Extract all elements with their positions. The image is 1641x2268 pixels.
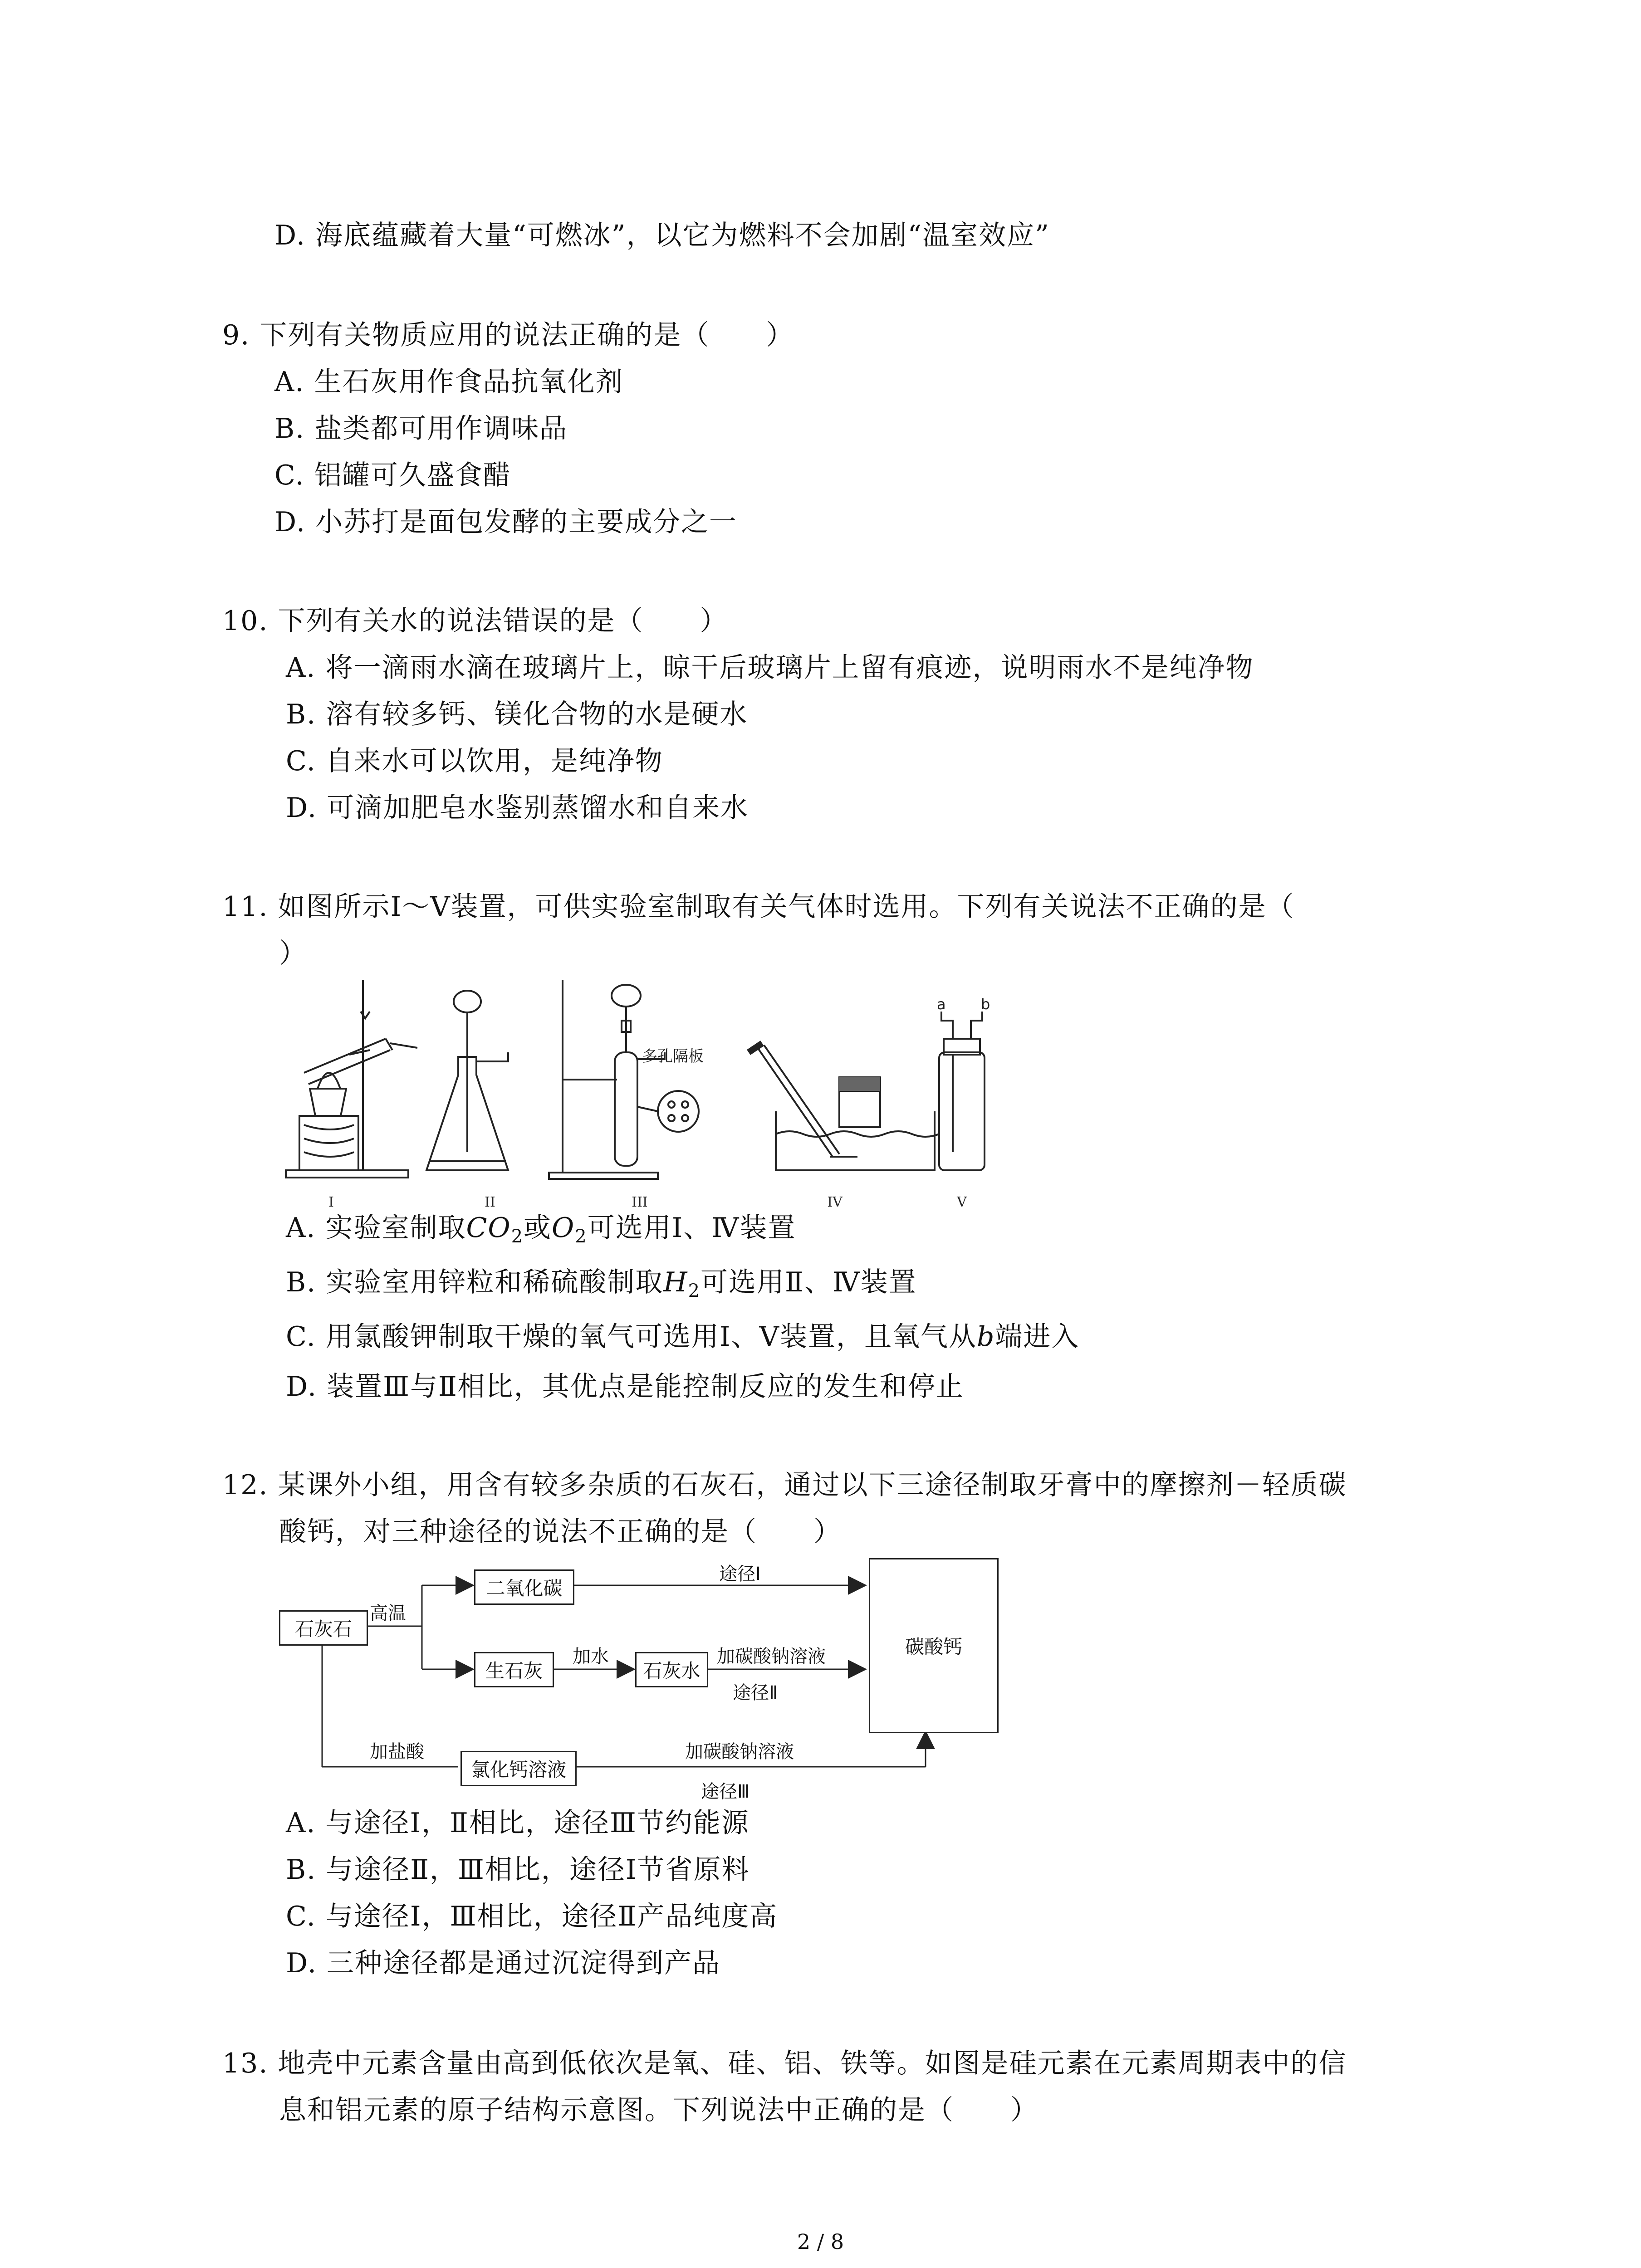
q10-option-a: A. 将一滴雨水滴在玻璃片上，晾干后玻璃片上留有痕迹，说明雨水不是纯净物 — [286, 652, 1254, 684]
q12-option-d: D. 三种途径都是通过沉淀得到产品 — [286, 1947, 721, 1979]
page-number: 2 / 8 — [797, 2229, 844, 2254]
apparatus-label-5: V — [957, 1194, 967, 1210]
label-add-water: 加水 — [573, 1646, 609, 1667]
apparatus-label-2: II — [485, 1194, 495, 1210]
label-high-temp: 高温 — [370, 1603, 406, 1624]
q9-stem: 9. 下列有关物质应用的说法正确的是（ ） — [222, 319, 794, 351]
apparatus-label-1: I — [328, 1194, 334, 1210]
q11-option-a: A. 实验室制取$CO_2$或$O_2$可选用Ⅰ、Ⅳ装置 — [286, 1212, 796, 1247]
apparatus-label-4: IV — [827, 1194, 843, 1210]
box-quicklime: 生石灰 — [474, 1652, 554, 1687]
port-b-label: b — [981, 996, 990, 1013]
q11-apparatus-figure — [272, 971, 1134, 1220]
porous-plate-label: 多孔隔板 — [642, 1047, 704, 1066]
q10-option-c: C. 自来水可以饮用，是纯净物 — [286, 745, 663, 777]
box-carbon-dioxide: 二氧化碳 — [474, 1569, 574, 1605]
label-route-3: 途径Ⅲ — [701, 1781, 750, 1802]
q8-option-d: D. 海底蕴藏着大量“可燃冰”，以它为燃料不会加剧“温室效应” — [274, 220, 1050, 251]
apparatus-label-3: III — [632, 1194, 648, 1210]
q9-option-d: D. 小苏打是面包发酵的主要成分之一 — [274, 506, 738, 538]
q12-option-a: A. 与途径Ⅰ，Ⅱ相比，途径Ⅲ节约能源 — [286, 1807, 749, 1839]
q10-option-b: B. 溶有较多钙、镁化合物的水是硬水 — [286, 699, 748, 730]
q12-option-c: C. 与途径Ⅰ，Ⅲ相比，途径Ⅱ产品纯度高 — [286, 1901, 778, 1932]
q12-stem-line1: 12. 某课外小组，用含有较多杂质的石灰石，通过以下三途径制取牙膏中的摩擦剂－轻质碳 — [222, 1469, 1347, 1501]
label-add-na2co3-route3: 加碳酸钠溶液 — [685, 1741, 794, 1762]
q12-stem-line2: 酸钙，对三种途径的说法不正确的是（ ） — [279, 1516, 842, 1548]
q9-option-c: C. 铝罐可久盛食醋 — [274, 459, 511, 491]
q10-stem: 10. 下列有关水的说法错误的是（ ） — [222, 605, 728, 637]
box-limewater: 石灰水 — [635, 1652, 708, 1687]
box-calcium-chloride: 氯化钙溶液 — [460, 1751, 577, 1786]
label-route-2: 途径Ⅱ — [733, 1682, 778, 1703]
q11-stem-line2: ） — [279, 938, 307, 969]
q11-option-c: C. 用氯酸钾制取干燥的氧气可选用Ⅰ、Ⅴ装置，且氧气从b端进入 — [286, 1321, 1080, 1353]
port-a-label: a — [937, 996, 946, 1013]
q9-option-a: A. 生石灰用作食品抗氧化剂 — [274, 366, 624, 398]
q13-stem-line2: 息和铝元素的原子结构示意图。下列说法中正确的是（ ） — [279, 2094, 1038, 2126]
box-calcium-carbonate: 碳酸钙 — [869, 1558, 999, 1733]
q13-stem-line1: 13. 地壳中元素含量由高到低依次是氧、硅、铝、铁等。如图是硅元素在元素周期表中的信 — [222, 2048, 1347, 2079]
q10-option-d: D. 可滴加肥皂水鉴别蒸馏水和自来水 — [286, 792, 749, 824]
q11-option-d: D. 装置Ⅲ与Ⅱ相比，其优点是能控制反应的发生和停止 — [286, 1371, 964, 1403]
box-limestone: 石灰石 — [279, 1610, 368, 1646]
label-add-na2co3-route2: 加碳酸钠溶液 — [717, 1646, 826, 1667]
label-add-hcl: 加盐酸 — [370, 1741, 424, 1762]
q9-option-b: B. 盐类都可用作调味品 — [274, 413, 568, 445]
q11-option-b: B. 实验室用锌粒和稀硫酸制取$H_2$可选用Ⅱ、Ⅳ装置 — [286, 1266, 917, 1301]
q12-flowchart — [272, 1551, 1043, 1805]
q12-option-b: B. 与途径Ⅱ，Ⅲ相比，途径Ⅰ节省原料 — [286, 1854, 750, 1886]
label-route-1: 途径Ⅰ — [719, 1564, 761, 1584]
q11-stem-line1: 11. 如图所示Ⅰ～Ⅴ装置，可供实验室制取有关气体时选用。下列有关说法不正确的是（ — [222, 891, 1295, 923]
